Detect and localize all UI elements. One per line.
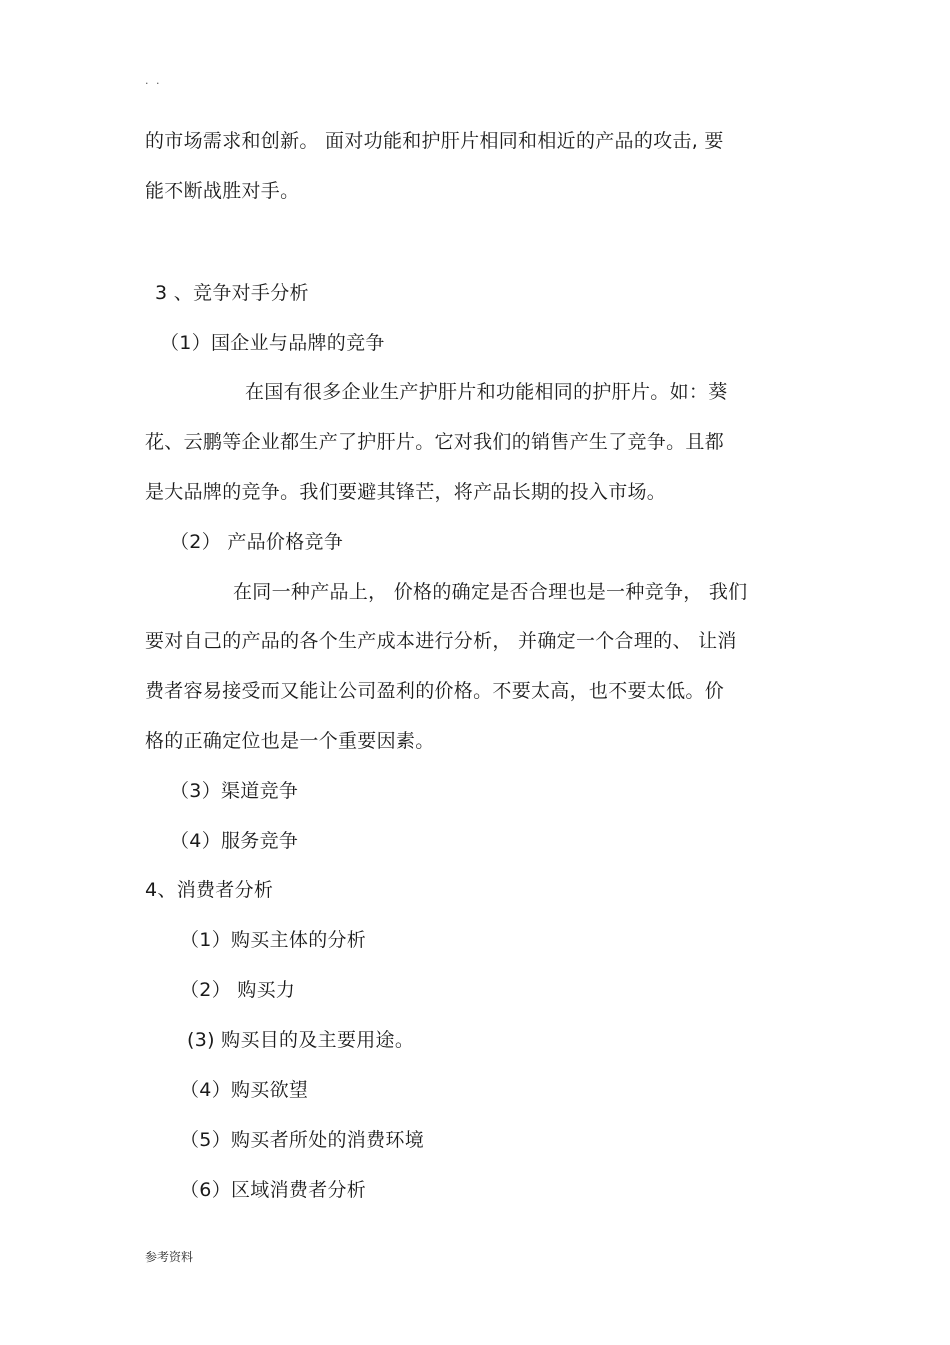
paragraph-line: 费者容易接受而又能让公司盈利的价格。不要太高，也不要太低。价 <box>145 680 725 702</box>
list-item: (3) 购买目的及主要用途。 <box>187 1029 415 1051</box>
subsection-heading: （3）渠道竞争 <box>170 780 299 802</box>
section-heading: 3 、竞争对手分析 <box>155 282 309 304</box>
paragraph-line: 花、云鹏等企业都生产了护肝片。它对我们的销售产生了竞争。且都 <box>145 431 725 453</box>
list-item: （4）购买欲望 <box>180 1079 309 1101</box>
subsection-heading: （1）国企业与品牌的竞争 <box>160 332 385 354</box>
footer-label: 参考资料 <box>145 1250 194 1264</box>
list-item: （2） 购买力 <box>180 979 296 1001</box>
subsection-heading: （2） 产品价格竞争 <box>170 531 344 553</box>
list-item: （6）区域消费者分析 <box>180 1179 367 1201</box>
paragraph-line: 能不断战胜对手。 <box>145 180 300 202</box>
paragraph-line: 在国有很多企业生产护肝片和功能相同的护肝片。如：葵 <box>245 381 728 403</box>
paragraph-line: 的市场需求和创新。 面对功能和护肝片相同和相近的产品的攻击, 要 <box>145 130 724 152</box>
paragraph-line: 是大品牌的竞争。我们要避其锋芒，将产品长期的投入市场。 <box>145 481 667 503</box>
section-heading: 4、消费者分析 <box>145 879 274 901</box>
paragraph-line: 格的正确定位也是一个重要因素。 <box>145 730 435 752</box>
paragraph-line: 在同一种产品上， 价格的确定是否合理也是一种竞争， 我们 <box>233 581 748 603</box>
list-item: （1）购买主体的分析 <box>180 929 367 951</box>
paragraph-line: 要对自己的产品的各个生产成本进行分析， 并确定一个合理的、 让消 <box>145 630 737 652</box>
list-item: （5）购买者所处的消费环境 <box>180 1129 424 1151</box>
header-mark: . . <box>145 74 162 87</box>
subsection-heading: （4）服务竞争 <box>170 830 299 852</box>
